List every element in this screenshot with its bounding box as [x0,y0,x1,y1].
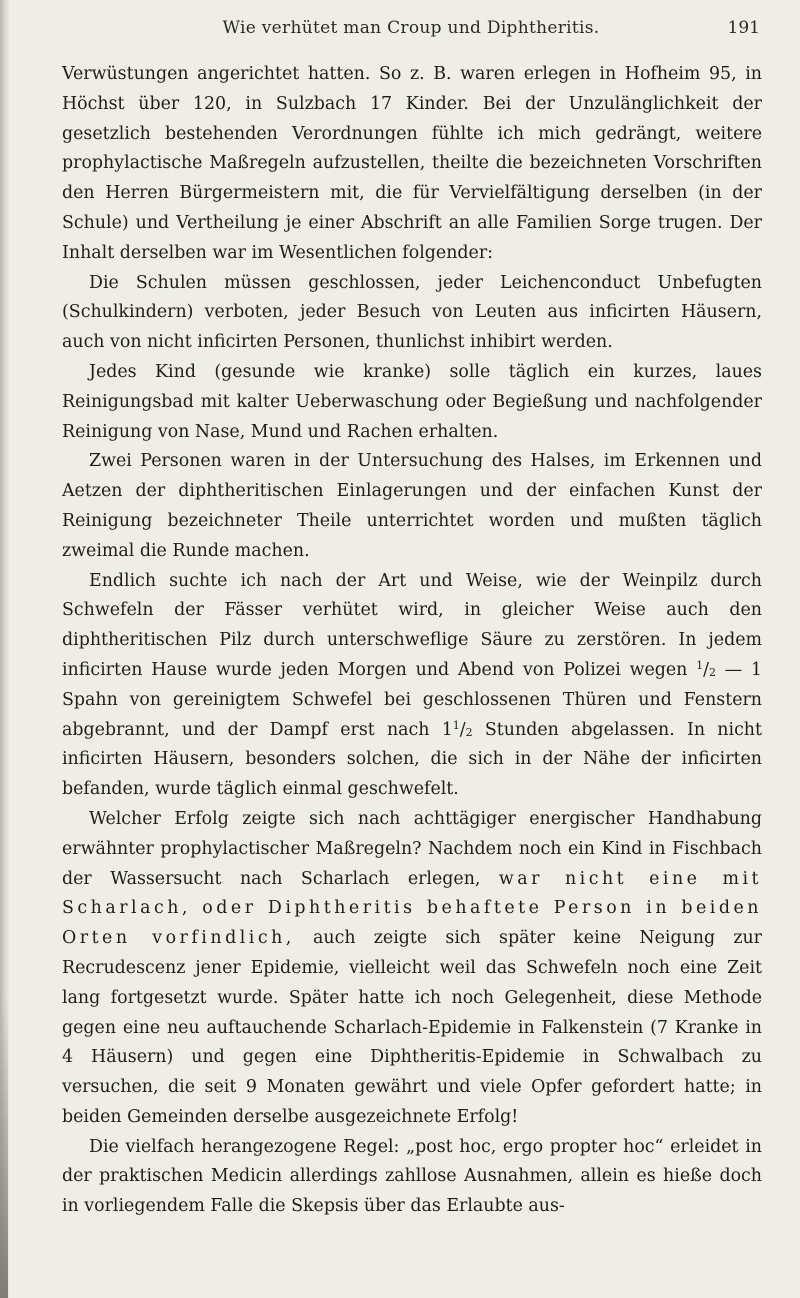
paragraph-5: Endlich suchte ich nach der Art und Weise, wie der Weinpilz durch Schwefeln der Fässer verhütet wird, in gleicher Weise auch den diphtheritischen Pilz durch unterschweflige Säure zu zerstören. In jedem inficirten Hause wurde jeden Morgen und Abend von Polizei wegen $^1/_2$ — 1 Spahn von gereinigtem Schwefel bei geschlossenen Thüren und Fenstern abgebrannt, und der Dampf erst nach $1^1/_2$ Stunden abgelassen. In nicht inficirten Häusern, besonders solchen, die sich in der Nähe der inficirten befanden, wurde täglich einmal geschwefelt. [62,570,762,800]
paragraph-3: Jedes Kind (gesunde wie kranke) solle täglich ein kurzes, laues Reinigungsbad mit kalter Ueberwaschung oder Begießung und nachfolgender Reinigung von Nase, Mund und Rachen erhalten. [62,361,762,442]
fraction-1-denominator: 2 [709,665,717,679]
page-corner-shadow [0,998,8,1298]
paragraph-5-part-b: — 1 Spahn von gereinigtem Schwefel bei geschlossenen Thüren und Fenstern abgebrannt, und der Dampf erst nach 1 [62,659,762,740]
paragraph-2: Die Schulen müssen geschlossen, jeder Leichenconduct Unbefugten (Schulkindern) verboten, jeder Besuch von Leuten aus inficirten Häusern, auch von nicht inficirten Personen, thunlichst inhibirt werden. [62,272,762,353]
page-number: 191 [727,18,760,38]
paragraph-5-part-a: Endlich suchte ich nach der Art und Weise, wie der Weinpilz durch Schwefeln der Fässer verhütet wird, in gleicher Weise auch den diphtheritischen Pilz durch unterschweflige Säure zu zerstören. In jedem inficirten Hause wurde jeden Morgen und Abend von Polizei wegen [62,570,762,680]
paragraph-6-emphasis: war nicht eine mit Scharlach, oder Diphtheritis behaftete Person in beiden Orten vorfindlich, [62,868,762,949]
paragraph-6-part-a: Welcher Erfolg zeigte sich nach achttägiger energischer Handhabung erwähnter prophylactischer Maßregeln? Nachdem noch ein Kind in Fischbach der Wassersucht nach Scharlach erlegen, [62,808,762,889]
paragraph-7: Die vielfach herangezogene Regel: „post hoc, ergo propter hoc“ erleidet in der praktischen Medicin allerdings zahllose Ausnahmen, allein es hieße doch in vorliegendem Falle die Skepsis über das Erlaubte aus- [62,1136,762,1217]
body-text [62,60,762,1222]
fraction-2-numerator: 1 [452,718,460,732]
paragraph-6 [62,805,762,1133]
fraction-1-numerator: 1 [696,658,704,672]
page-header [62,18,760,44]
paragraph-1: Verwüstungen angerichtet hatten. So z. B. waren erlegen in Hofheim 95, in Höchst über 120, in Sulzbach 17 Kinder. Bei der Unzulänglichkeit der gesetzlich bestehenden Verordnungen fühlte ich mich gedrängt, weitere prophylactische Maßregeln aufzustellen, theilte die bezeichneten Vorschriften den Herren Bürgermeistern mit, die für Vervielfältigung derselben (in der Schule) und Vertheilung je einer Abschrift an alle Familien Sorge trugen. Der Inhalt derselben war im Wesentlichen folgender: [62,64,762,263]
fraction-2-denominator: 2 [465,725,473,739]
running-head: Wie verhütet man Croup und Diphtheritis. [222,18,600,38]
paragraph-4: Zwei Personen waren in der Untersuchung des Halses, im Erkennen und Aetzen der diphtheritischen Einlagerungen und der einfachen Kunst der Reinigung bezeichneter Theile unterrichtet worden und mußten täglich zweimal die Runde machen. [62,451,762,561]
paragraph-5-part-c: Stunden abgelassen. In nicht inficirten Häusern, besonders solchen, die sich in der Nähe der inficirten befanden, wurde täglich einmal geschwefelt. [62,719,762,800]
paragraph-6-part-b: auch zeigte sich später keine Neigung zur Recrudescenz jener Epidemie, vielleicht weil das Schwefeln noch eine Zeit lang fortgesetzt wurde. Später hatte ich noch Gelegenheit, diese Methode gegen eine neu auftauchende Scharlach-Epidemie in Falkenstein (7 Kranke in 4 Häusern) und gegen eine Diphtheritis-Epidemie in Schwalbach zu versuchen, die seit 9 Monaten gewährt und viele Opfer gefordert hatte; in beiden Gemeinden derselbe ausgezeichnete Erfolg! [62,928,762,1127]
